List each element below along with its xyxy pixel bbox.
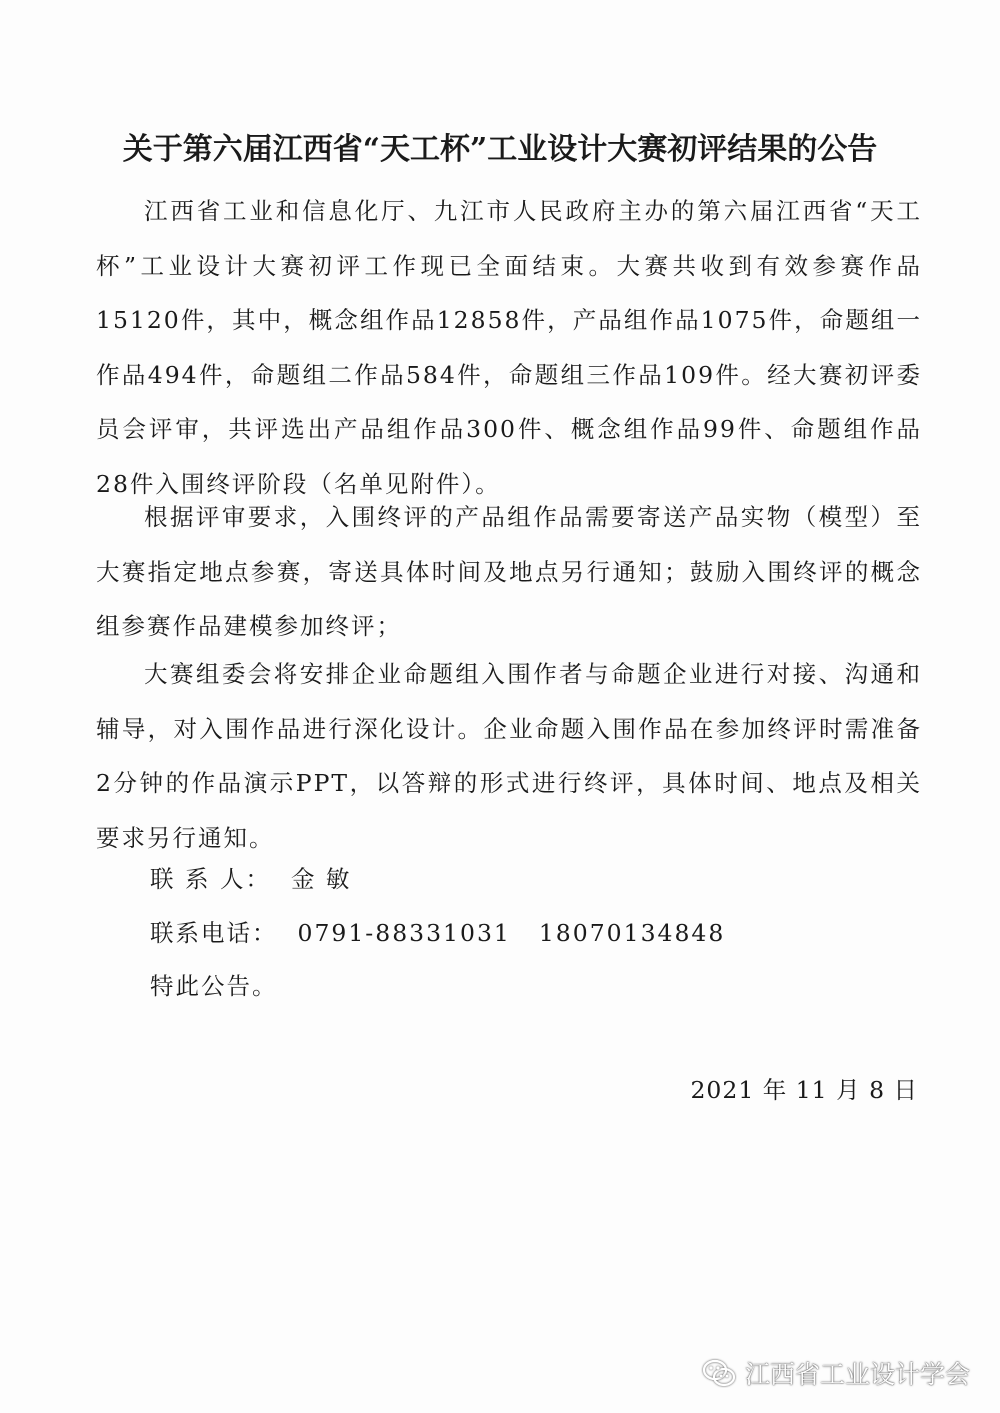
watermark-text: 江西省工业设计学会 bbox=[744, 1360, 970, 1389]
closing-statement: 特此公告。 bbox=[150, 972, 278, 1000]
paragraph-proposition-group: 大赛组委会将安排企业命题组入围作者与命题企业进行对接、沟通和辅导，对入围作品进行深化设计。企业命题入围作品在参加终评时需准备2分钟的作品演示PPT，以答辩的形式进行终评，具体时间、地点及相关要求另行通知。 bbox=[96, 660, 922, 852]
contact-person-name: 金 敏 bbox=[290, 865, 352, 893]
contact-person-line bbox=[150, 862, 351, 896]
wechat-icon bbox=[701, 1358, 737, 1388]
contact-phone-label: 联系电话： bbox=[150, 919, 278, 947]
contact-phone-line bbox=[150, 916, 725, 950]
contact-phone-mobile: 18070134848 bbox=[538, 919, 726, 947]
contact-phone-landline: 0791-88331031 bbox=[297, 919, 511, 947]
issue-date: 2021 年 11 月 8 日 bbox=[690, 1076, 918, 1104]
paragraph-results-summary: 江西省工业和信息化厅、九江市人民政府主办的第六届江西省“天工杯”工业设计大赛初评工作现已全面结束。大赛共收到有效参赛作品15120件，其中，概念组作品12858件，产品组作品1075件，命题组一作品494件，命题组二作品584件，命题组三作品109件。经大赛初评委员会评审，共评选出产品组作品300件、概念组作品99件、命题组作品28件入围终评阶段（名单见附件）。 bbox=[96, 197, 922, 498]
contact-person-label: 联 系 人： bbox=[150, 865, 271, 893]
paragraph-product-submission: 根据评审要求，入围终评的产品组作品需要寄送产品实物（模型）至大赛指定地点参赛，寄送具体时间及地点另行通知；鼓励入围终评的概念组参赛作品建模参加终评； bbox=[96, 503, 922, 640]
notice-title: 关于第六届江西省“天工杯”工业设计大赛初评结果的公告 bbox=[122, 132, 878, 167]
account-watermark bbox=[701, 1356, 970, 1390]
